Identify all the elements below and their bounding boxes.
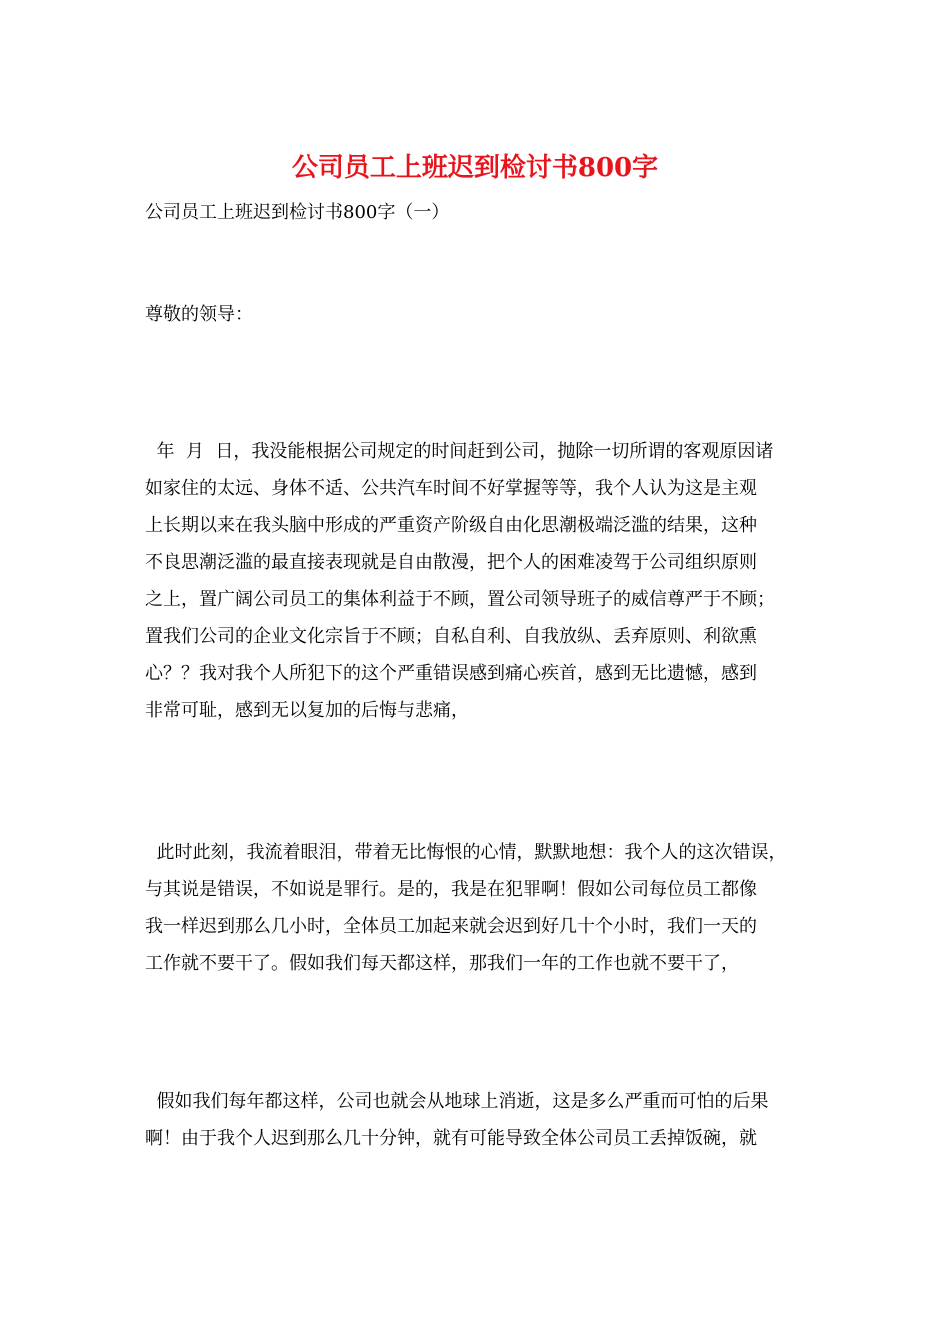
salutation: 尊敬的领导：	[145, 304, 253, 325]
paragraph-line: 工作就不要干了。假如我们每天都这样，那我们一年的工作也就不要干了，	[145, 953, 739, 974]
paragraph-line: 置我们公司的企业文化宗旨于不顾；自私自利、自我放纵、丢弃原则、利欲熏	[145, 626, 757, 647]
document-title: 公司员工上班迟到检讨书800字	[291, 153, 659, 183]
paragraph-line: 我一样迟到那么几小时，全体员工加起来就会迟到好几十个小时，我们一天的	[145, 916, 757, 937]
paragraph-line: 不良思潮泛滥的最直接表现就是自由散漫，把个人的困难凌驾于公司组织原则	[145, 552, 757, 573]
paragraph-line: 假如我们每年都这样，公司也就会从地球上消逝，这是多么严重而可怕的后果	[145, 1091, 769, 1112]
paragraph-line: 此时此刻，我流着眼泪，带着无比悔恨的心情，默默地想：我个人的这次错误，	[145, 842, 787, 863]
paragraph-1	[145, 433, 825, 729]
paragraph-line: 非常可耻，感到无以复加的后悔与悲痛，	[145, 700, 469, 721]
paragraph-line: 啊！由于我个人迟到那么几十分钟，就有可能导致全体公司员工丢掉饭碗，就	[145, 1128, 757, 1149]
paragraph-line: 年 月 日，我没能根据公司规定的时间赶到公司，抛除一切所谓的客观原因诸	[145, 441, 774, 462]
paragraph-line: 心？？我对我个人所犯下的这个严重错误感到痛心疾首，感到无比遗憾，感到	[145, 663, 757, 684]
document-subtitle: 公司员工上班迟到检讨书800字（一）	[145, 202, 450, 223]
paragraph-line: 之上，置广阔公司员工的集体利益于不顾，置公司领导班子的威信尊严于不顾；	[145, 589, 775, 610]
paragraph-line: 如家住的太远、身体不适、公共汽车时间不好掌握等等，我个人认为这是主观	[145, 478, 757, 499]
paragraph-line: 上长期以来在我头脑中形成的严重资产阶级自由化思潮极端泛滥的结果，这种	[145, 515, 757, 536]
paragraph-2	[145, 834, 825, 982]
paragraph-line: 与其说是错误，不如说是罪行。是的，我是在犯罪啊！假如公司每位员工都像	[145, 879, 757, 900]
paragraph-3	[145, 1083, 825, 1157]
